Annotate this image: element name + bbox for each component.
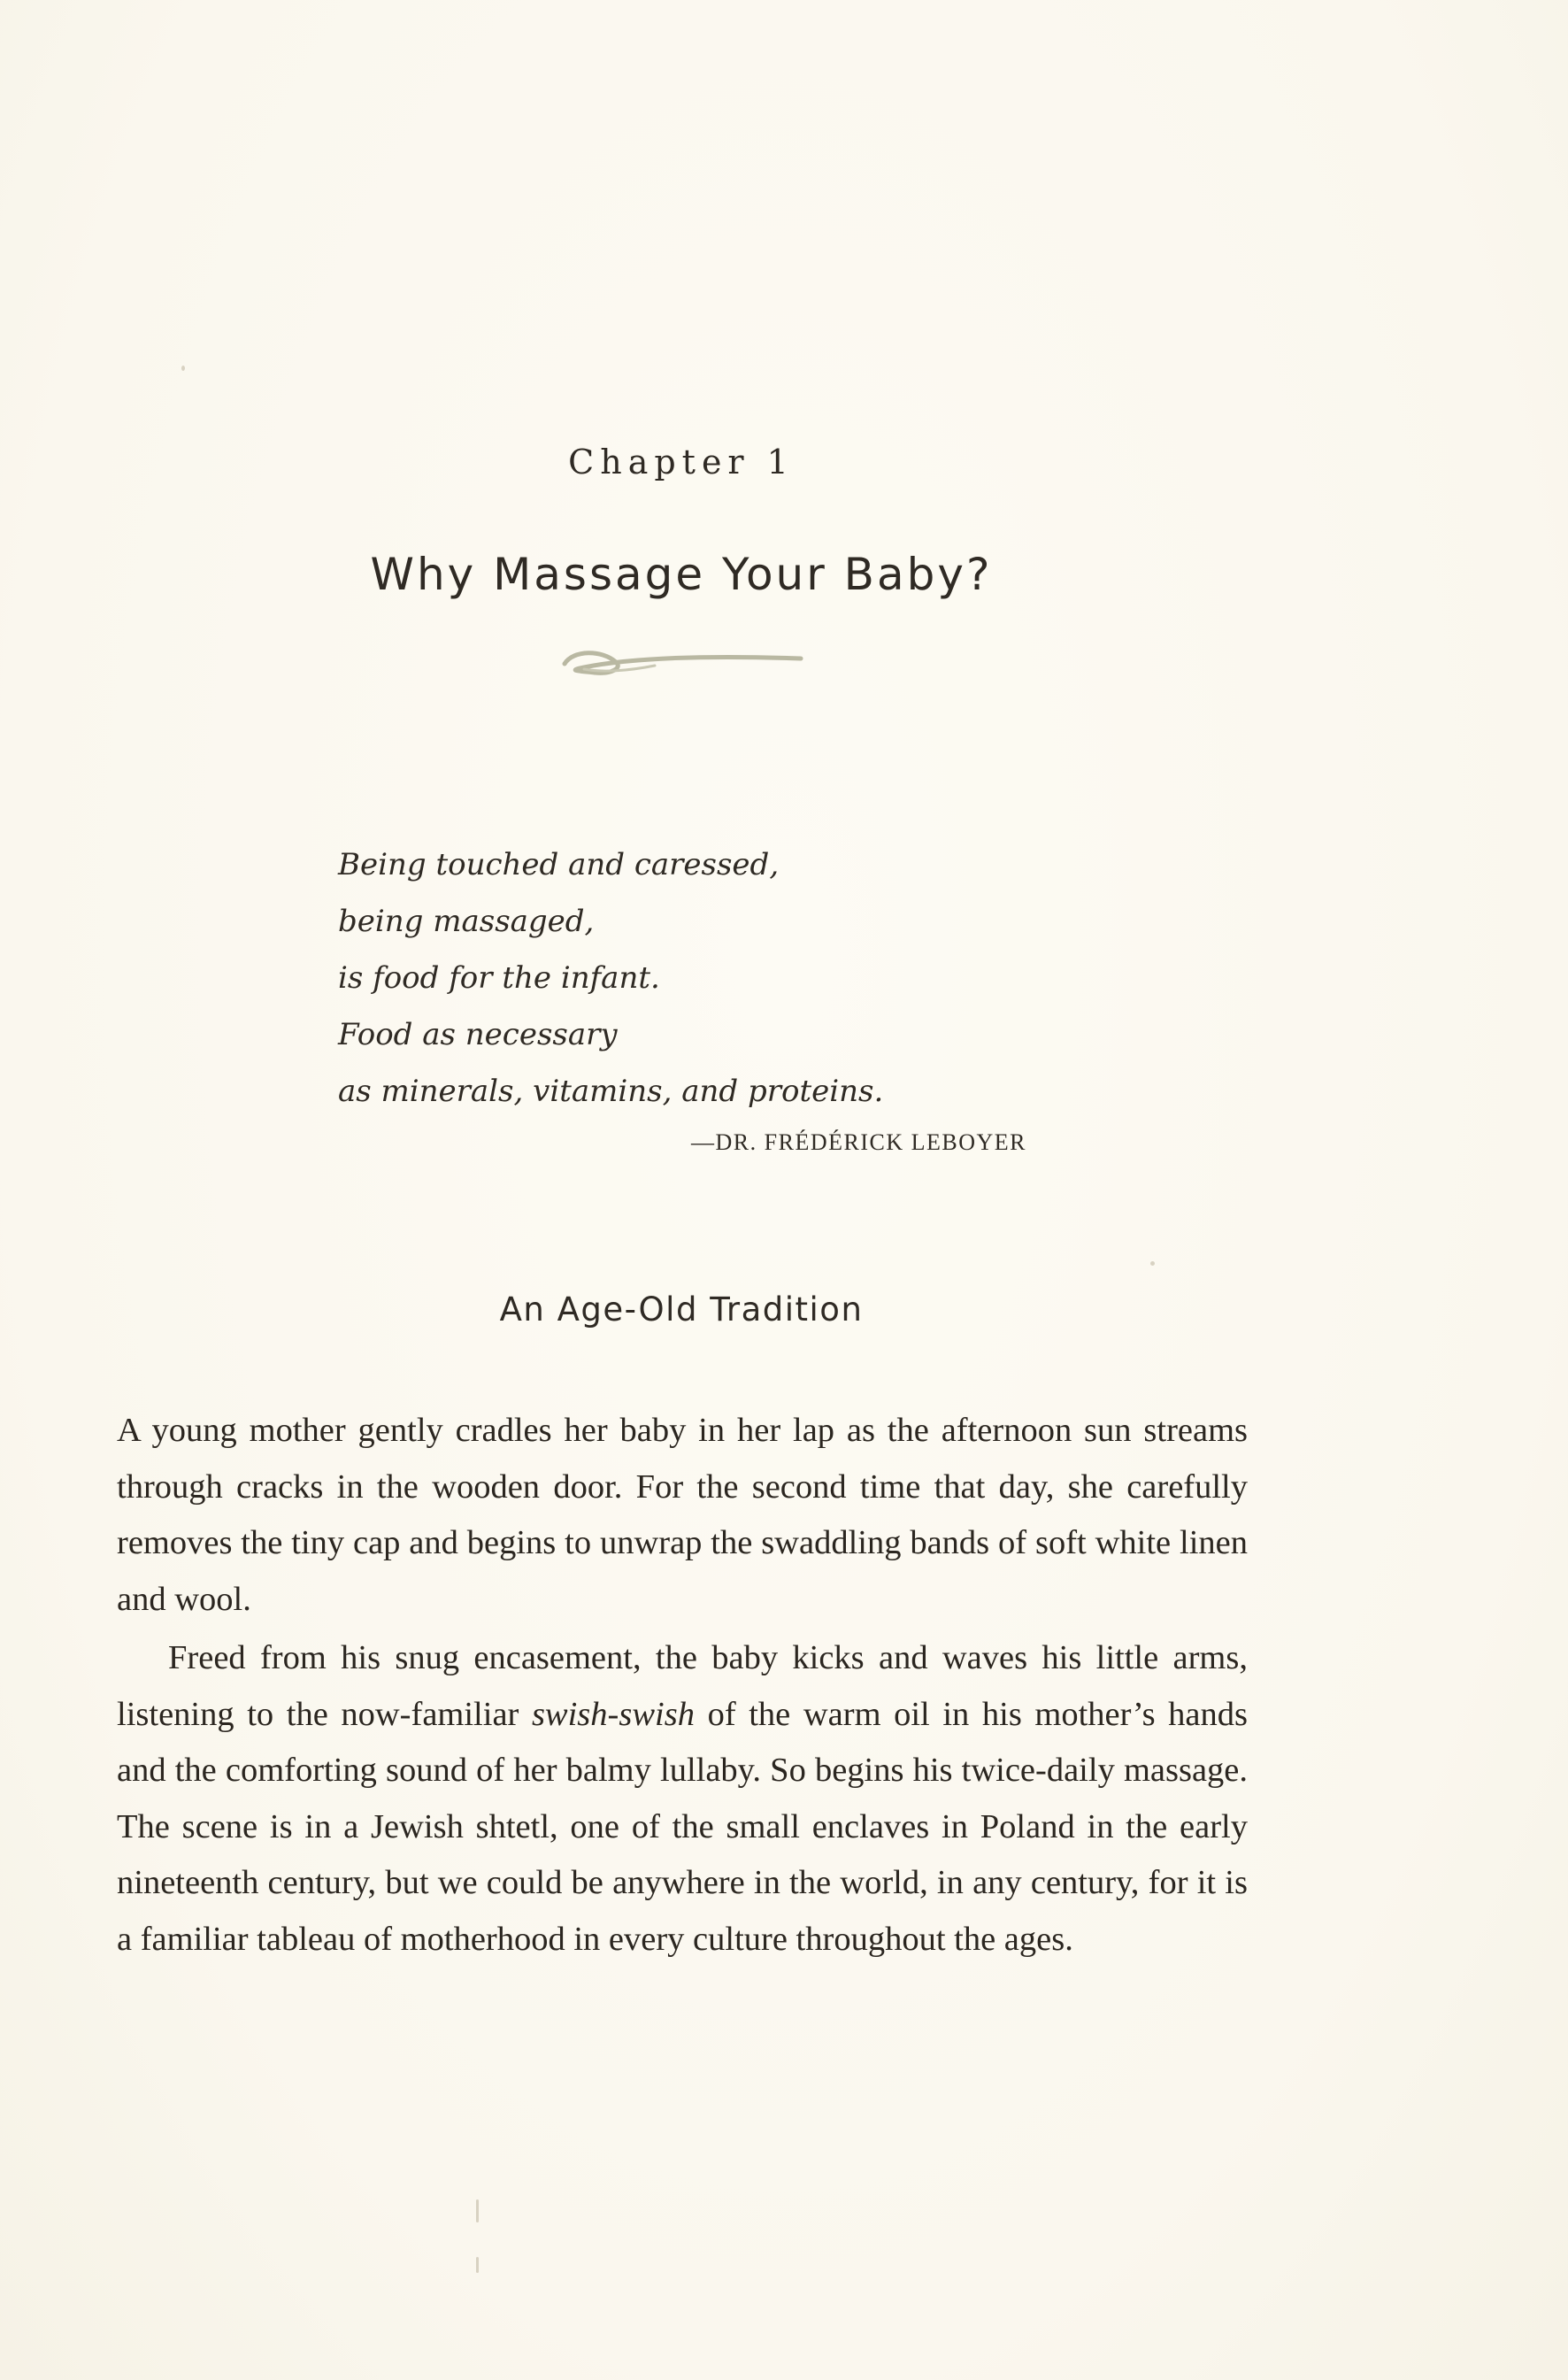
paper-speck — [1150, 1261, 1155, 1266]
epigraph-line: being massaged, — [338, 904, 595, 939]
epigraph — [338, 836, 1046, 1120]
emphasis-swish: swish-swish — [531, 1695, 695, 1733]
paragraph-2-text-end: of the warm oil in his mother’s hands and the comforting sound of her balmy lullaby. So begins his twice-daily massage. The scene is in a Jewish shtetl, one of the small enclaves in Poland in the early nineteenth century, but we could be anywhere in the world, in any century, for it is a familiar tableau of motherhood in every culture throughout the ages. — [117, 1695, 1248, 1958]
paragraph-1: A young mother gently cradles her baby in her lap as the afternoon sun streams through cracks in the wooden door. For the second time that day, she carefully removes the tiny cap and begins to unwrap the swaddling bands of soft white linen and wool. — [117, 1412, 1248, 1618]
paper-speck — [476, 2199, 479, 2222]
paper-speck — [476, 2257, 479, 2273]
epigraph-line: Food as necessary — [338, 1017, 618, 1052]
epigraph-attribution: —DR. FRÉDÉRICK LEBOYER — [691, 1129, 1026, 1155]
flourish-ornament-icon — [549, 639, 814, 692]
epigraph-line: is food for the infant. — [338, 960, 660, 996]
chapter-title: Why Massage Your Baby? — [370, 549, 993, 600]
body-text — [117, 1403, 1248, 1968]
epigraph-line: as minerals, vitamins, and proteins. — [338, 1074, 884, 1109]
epigraph-line: Being touched and caressed, — [338, 847, 780, 882]
paper-speck — [181, 366, 185, 371]
chapter-label: Chapter 1 — [568, 443, 795, 481]
paragraph-2 — [117, 1630, 1248, 1968]
paragraph-2-text-start: Freed from his snug encasement, the baby kicks and waves his little arms, listening to the now-familiar — [117, 1639, 1248, 1733]
section-heading: An Age-Old Tradition — [499, 1290, 864, 1329]
